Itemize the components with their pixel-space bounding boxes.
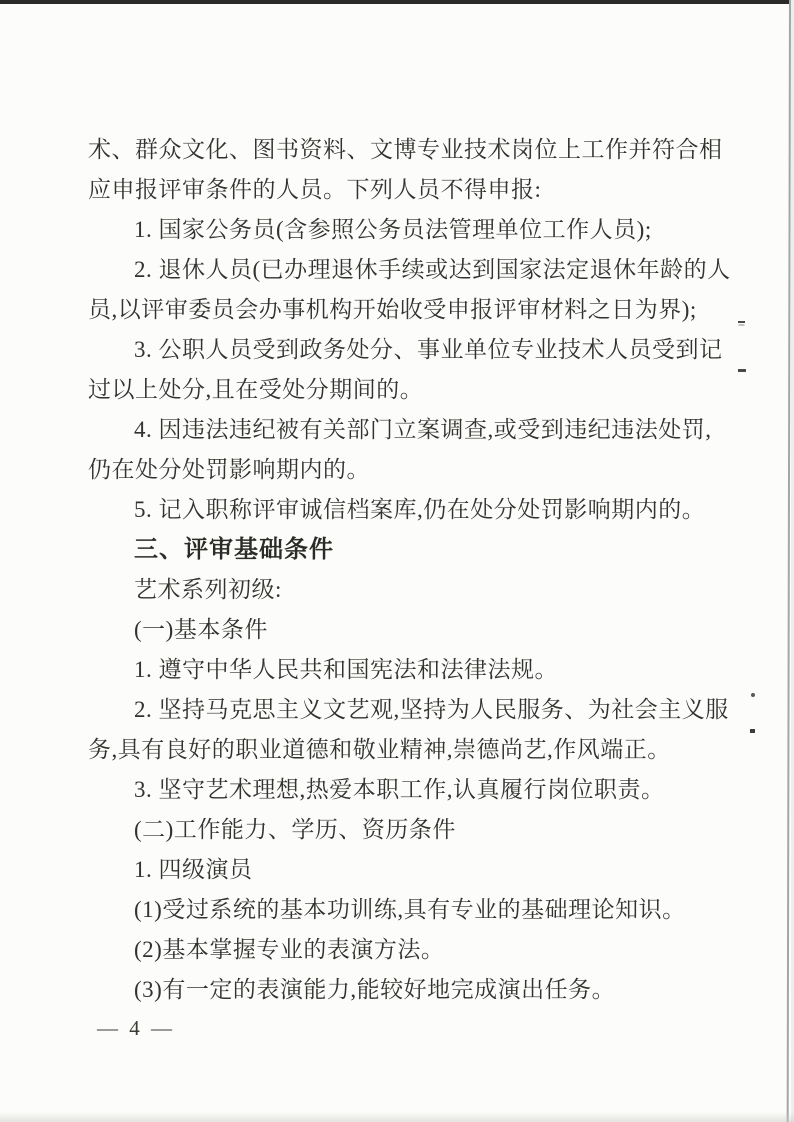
text-line: 术、群众文化、图书资料、文博专业技术岗位上工作并符合相 (88, 137, 723, 162)
text-line: 过以上处分,且在受处分期间的。 (88, 377, 424, 402)
page-number: — 4 — (97, 1016, 175, 1040)
section-heading: 三、评审基础条件 (134, 536, 334, 563)
text-line: 2. 退休人员(已办理退休手续或达到国家法定退休年龄的人 (134, 257, 731, 282)
text-line: 1. 国家公务员(含参照公务员法管理单位工作人员); (134, 217, 652, 242)
scan-speck (750, 729, 755, 733)
document-body (88, 130, 731, 1010)
text-line: 务,具有良好的职业道德和敬业精神,崇德尚艺,作风端正。 (88, 737, 671, 762)
text-line: (二)工作能力、学历、资历条件 (134, 817, 456, 842)
scan-speck (738, 369, 746, 372)
text-line: (一)基本条件 (134, 617, 268, 642)
text-line: 1. 遵守中华人民共和国宪法和法律法规。 (134, 657, 558, 682)
text-line: (1)受过系统的基本功训练,具有专业的基础理论知识。 (134, 897, 686, 922)
text-line: 3. 坚守艺术理想,热爱本职工作,认真履行岗位职责。 (134, 777, 665, 802)
scan-bottom-shadow (0, 1112, 794, 1122)
text-line: 2. 坚持马克思主义文艺观,坚持为人民服务、为社会主义服 (134, 697, 729, 722)
text-line: 3. 公职人员受到政务处分、事业单位专业技术人员受到记 (134, 337, 723, 362)
text-line: 4. 因违法违纪被有关部门立案调查,或受到违纪违法处罚, (134, 417, 712, 442)
text-line: 应申报评审条件的人员。下列人员不得申报: (88, 177, 542, 202)
text-line: (3)有一定的表演能力,能较好地完成演出任务。 (134, 977, 616, 1002)
text-line: 员,以评审委员会办事机构开始收受申报评审材料之日为界); (88, 297, 697, 322)
scan-speck (738, 321, 745, 323)
text-line: 5. 记入职称评审诚信档案库,仍在处分处罚影响期内的。 (134, 497, 706, 522)
text-line: 仍在处分处罚影响期内的。 (88, 457, 370, 482)
scan-speck (751, 693, 755, 697)
scan-top-edge (0, 0, 794, 4)
text-line: (2)基本掌握专业的表演方法。 (134, 937, 445, 962)
text-line: 艺术系列初级: (134, 577, 282, 602)
text-line: 1. 四级演员 (134, 857, 253, 882)
